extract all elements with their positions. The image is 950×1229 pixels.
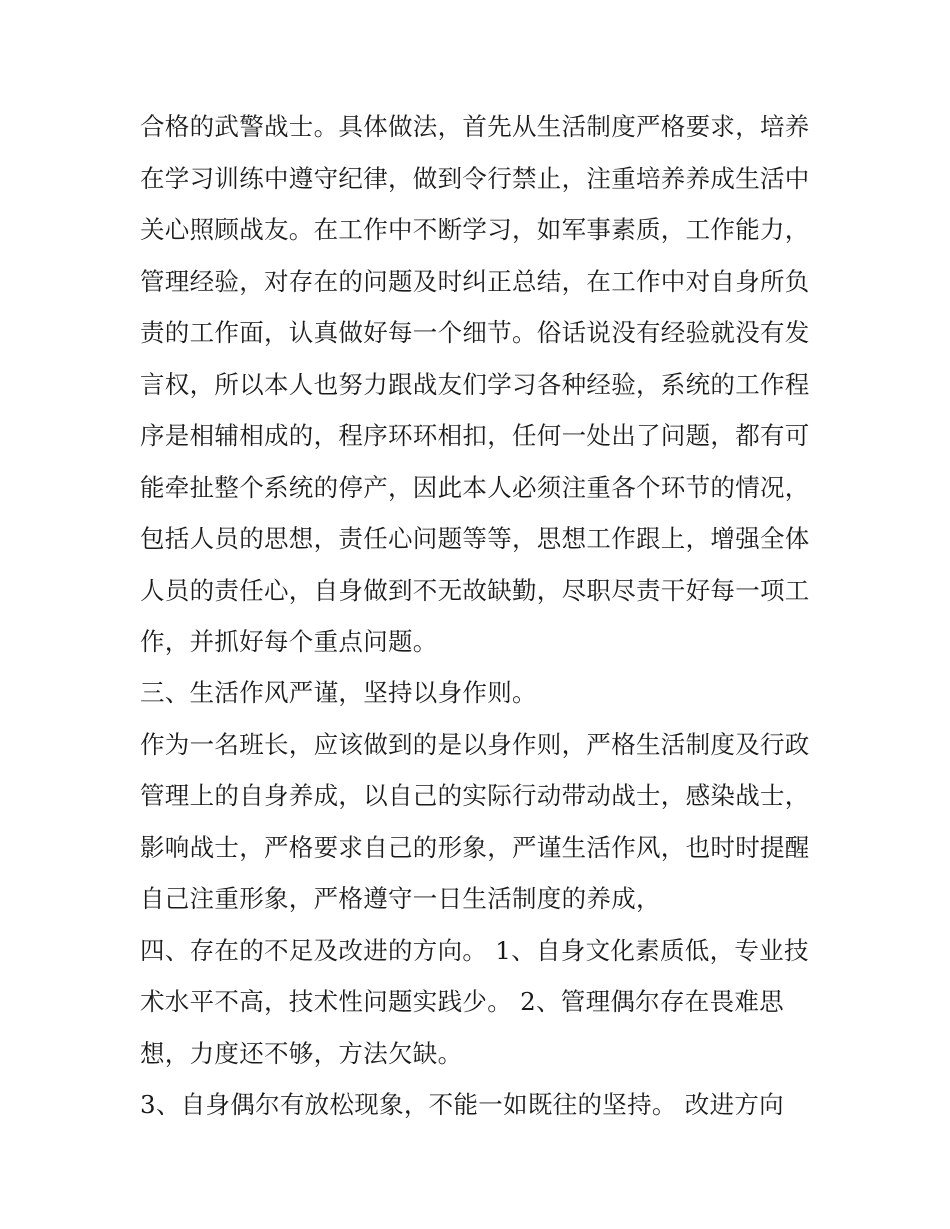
text-line: 作，并抓好每个重点问题。 (140, 627, 438, 656)
text-line: 言权，所以本人也努力跟战友们学习各种经验，系统的工作程 (140, 370, 810, 399)
text-line: 作为一名班长，应该做到的是以身作则，严格生活制度及行政 (140, 730, 810, 759)
text-line: 管理经验，对存在的问题及时纠正总结，在工作中对自身所负 (140, 267, 810, 296)
text-line: 想，力度还不够，方法欠缺。 (140, 1039, 463, 1068)
text-line: 责的工作面，认真做好每一个细节。俗话说没有经验就没有发 (140, 318, 810, 347)
text-line: 关心照顾战友。在工作中不断学习，如军事素质，工作能力， (140, 215, 810, 244)
text-line: 包括人员的思想，责任心问题等等，思想工作跟上，增强全体 (140, 524, 810, 553)
text-line: 术水平不高，技术性问题实践少。 2、管理偶尔存在畏难思 (140, 987, 784, 1016)
text-line: 在学习训练中遵守纪律，做到令行禁止，注重培养养成生活中 (140, 164, 810, 193)
text-line: 3、自身偶尔有放松现象，不能一如既往的坚持。 改进方向 (140, 1090, 784, 1119)
section-heading: 三、生活作风严谨，坚持以身作则。 (140, 678, 537, 707)
text-line: 自己注重形象，严格遵守一日生活制度的养成， (140, 884, 661, 913)
text-line: 人员的责任心，自身做到不无故缺勤，尽职尽责干好每一项工 (140, 576, 810, 605)
text-line: 序是相辅相成的，程序环环相扣，任何一处出了问题，都有可 (140, 421, 810, 450)
text-line: 管理上的自身养成，以自己的实际行动带动战士，感染战士， (140, 781, 810, 810)
text-line: 合格的武警战士。具体做法，首先从生活制度严格要求，培养 (140, 112, 810, 141)
text-line: 影响战士，严格要求自己的形象，严谨生活作风，也时时提醒 (140, 833, 810, 862)
text-line: 能牵扯整个系统的停产，因此本人必须注重各个环节的情况， (140, 473, 810, 502)
section-heading: 四、存在的不足及改进的方向。 1、自身文化素质低，专业技 (140, 936, 809, 965)
